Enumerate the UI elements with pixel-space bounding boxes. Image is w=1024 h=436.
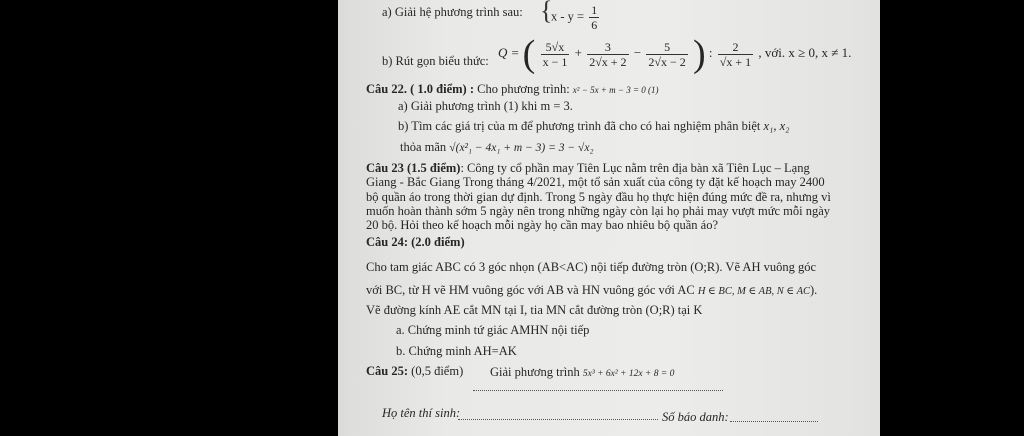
system-brace: { xyxy=(540,0,553,25)
q23-line1-text: : Công ty cổ phần may Tiên Lục nằm trên địa bàn xã Tiên Lục – Lạng xyxy=(460,161,810,175)
frac-num: 1 xyxy=(591,3,598,17)
q25-title: Câu 25: xyxy=(366,364,409,378)
q21-b-expression xyxy=(498,35,851,73)
frac-den: 6 xyxy=(591,18,598,32)
q24-b: b. Chứng minh AH=AK xyxy=(396,344,517,358)
q21-a-equation xyxy=(551,3,601,32)
frac-den: 2√x − 2 xyxy=(648,54,686,69)
candidate-name-line[interactable] xyxy=(458,419,658,420)
q25-text: Giải phương trình xyxy=(490,365,580,379)
q25-equation: 5x³ + 6x² + 12x + 8 = 0 xyxy=(582,369,675,379)
q21-a-label: a) Giải hệ phương trình sau: xyxy=(382,5,523,19)
q23-line5: 20 bộ. Hỏi theo kế hoạch mỗi ngày họ cần may bao nhiêu bộ quần áo? xyxy=(366,218,718,232)
frac-num: 2 xyxy=(718,40,753,55)
q22-intro: Cho phương trình: xyxy=(477,82,570,96)
frac-num: 3 xyxy=(587,40,628,55)
q23-line4: muốn hoàn thành sớm 5 ngày nên trong những ngày còn lại họ phải may vượt mức mỗi ngày xyxy=(366,204,831,218)
frac-den: √x + 1 xyxy=(719,54,752,69)
q24-line1: Cho tam giác ABC có 3 góc nhọn (AB<AC) nội tiếp đường tròn (O;R). Vẽ AH vuông góc xyxy=(366,260,817,274)
colon-sign: : xyxy=(708,44,713,60)
fraction-4 xyxy=(718,40,753,69)
exam-paper xyxy=(338,0,880,436)
q25-points: (0,5 điểm) xyxy=(411,364,464,378)
q23-title: Câu 23 (1.5 điểm) xyxy=(366,161,461,175)
q24-line2 xyxy=(366,283,817,299)
q24-line2-math: H ∈ BC, M ∈ AB, N ∈ AC xyxy=(697,286,810,297)
frac-den: 2√x + 2 xyxy=(589,54,627,69)
q22-cond-label: thỏa mãn xyxy=(400,140,447,154)
q23-line2: Giang - Bắc Giang Trong tháng 4/2021, một tổ sản xuất của công ty đặt kế hoạch may 2400 xyxy=(366,175,825,189)
candidate-name-label: Họ tên thí sinh: xyxy=(382,406,461,420)
q22-a: a) Giải phương trình (1) khi m = 3. xyxy=(398,99,573,113)
frac-num: 5 xyxy=(646,40,687,55)
q21-a-eq-left: x - y = xyxy=(551,9,585,24)
q22-b xyxy=(398,119,790,133)
q24-title: Câu 24: (2.0 điểm) xyxy=(366,235,465,249)
q22-title: Câu 22. ( 1.0 điểm) : xyxy=(366,82,474,96)
q23-line3: bộ quần áo trong thời gian dự định. Trong 5 ngày đầu họ thực hiện đúng mức đề ra, nhưng vì xyxy=(366,190,831,204)
condition-text: , với. x ≥ 0, x ≠ 1. xyxy=(758,44,852,60)
q21-b-label: b) Rút gọn biểu thức: xyxy=(382,54,489,68)
right-paren: ) xyxy=(693,33,706,75)
q22-cond-expr: √(x²₁ − 4x₁ + m − 3) = 3 − √x₂ xyxy=(449,142,594,154)
q23-line1 xyxy=(366,161,810,175)
q22-equation: x² − 5x + m − 3 = 0 (1) xyxy=(572,85,659,95)
q25-task xyxy=(490,365,674,381)
answer-line xyxy=(473,390,723,391)
q24-line2-end: ). xyxy=(810,283,818,297)
left-paren: ( xyxy=(522,33,536,75)
q22-b-text: b) Tìm các giá trị của m để phương trình đã cho có hai nghiệm phân biệt xyxy=(398,119,761,133)
plus-sign: + xyxy=(574,44,582,60)
q24-a: a. Chứng minh tứ giác AMHN nội tiếp xyxy=(396,323,590,337)
q22-condition xyxy=(400,140,593,155)
candidate-id-line[interactable] xyxy=(730,421,818,422)
q24-line2-text: với BC, từ H vẽ HM vuông góc với AB và HN vuông góc với AC xyxy=(366,283,695,297)
fraction-3 xyxy=(646,40,687,69)
q22-b-vars: x₁, x₂ xyxy=(763,119,790,133)
q25 xyxy=(366,364,463,378)
minus-sign: − xyxy=(633,44,642,60)
q-symbol: Q = xyxy=(498,44,520,60)
fraction-2 xyxy=(587,40,628,69)
q24-line3: Vẽ đường kính AE cắt MN tại I, tia MN cắt đường tròn (O;R) tại K xyxy=(366,303,703,317)
frac-den: x − 1 xyxy=(542,54,568,69)
frac-num: 5√x xyxy=(541,40,570,55)
q21-a-fraction xyxy=(589,3,599,32)
q22-heading xyxy=(366,82,659,97)
fraction-1 xyxy=(541,40,570,69)
candidate-id-label: Số báo danh: xyxy=(662,410,729,424)
